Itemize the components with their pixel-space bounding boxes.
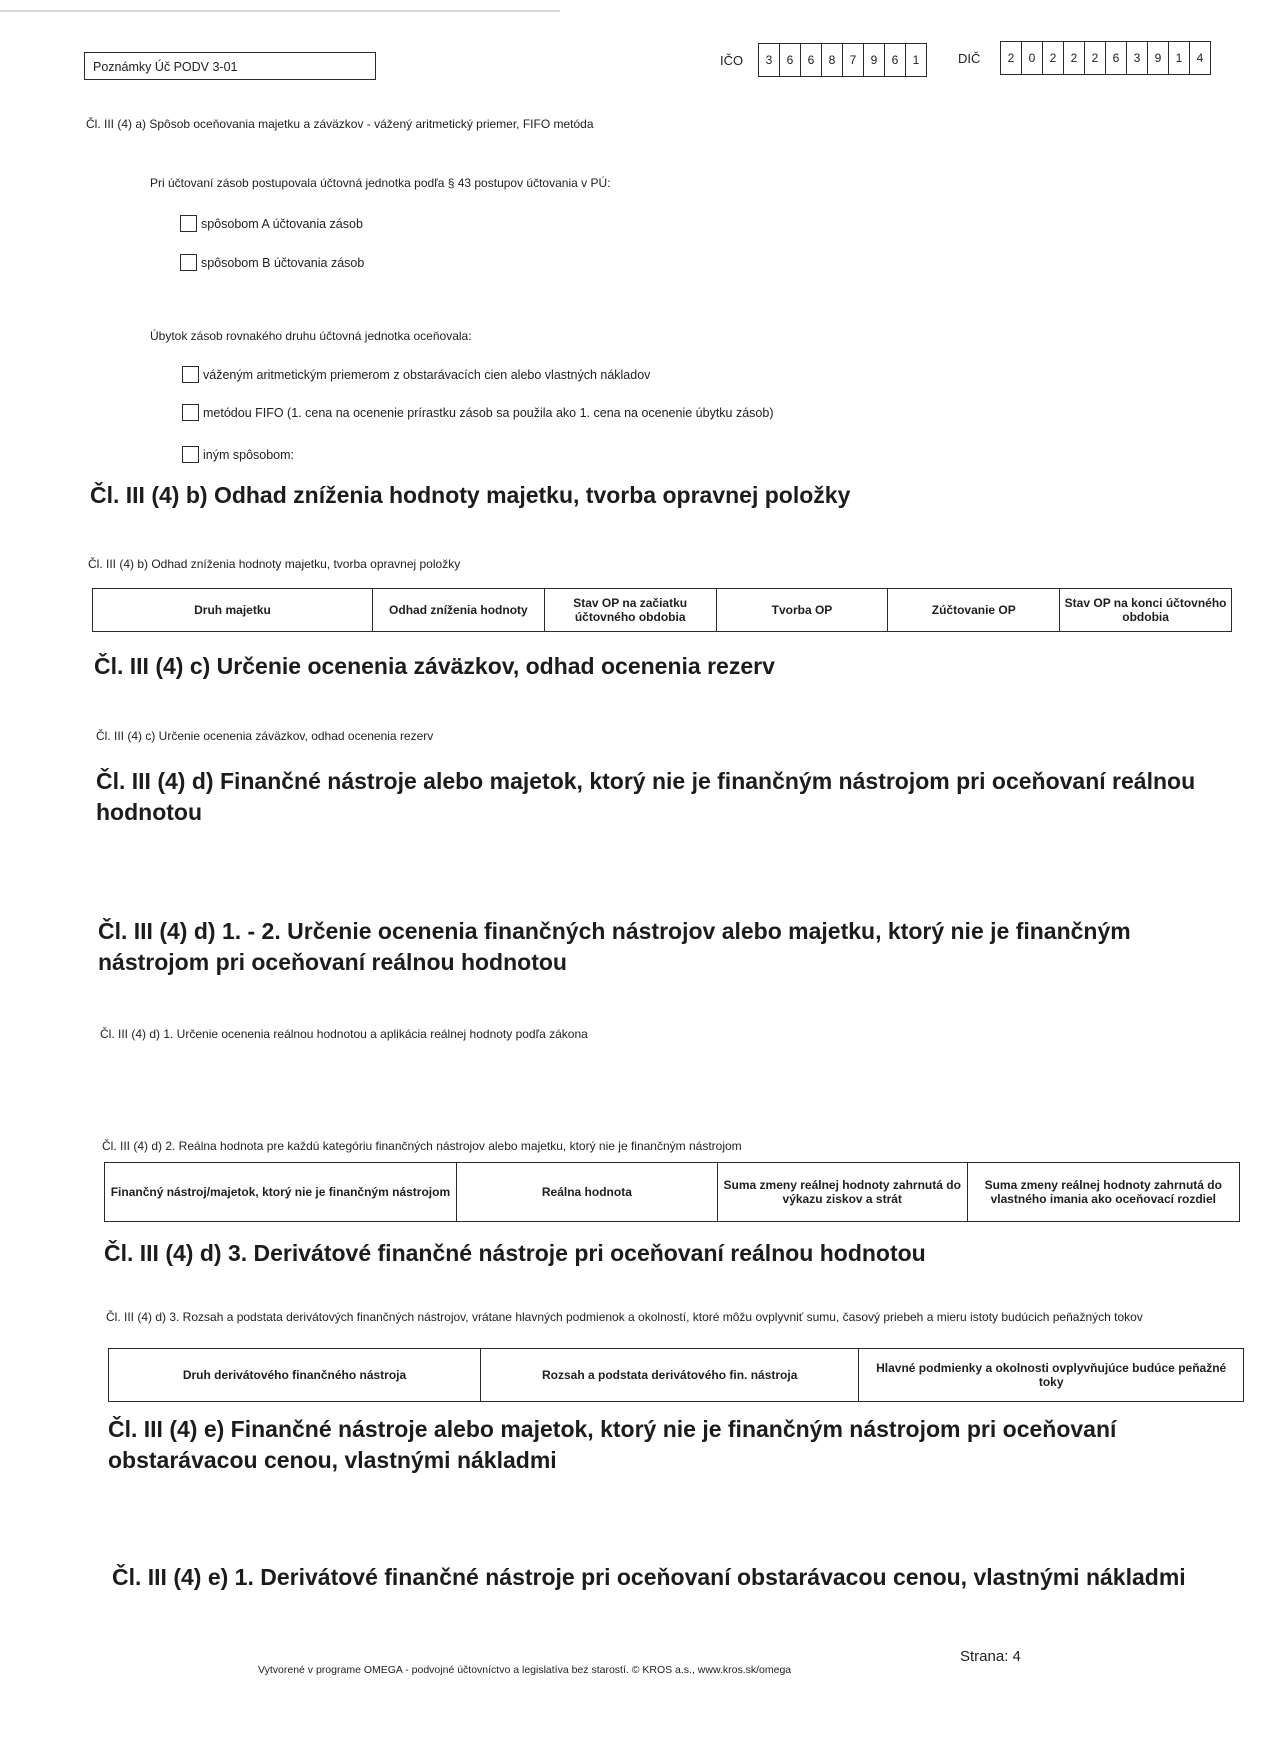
column-header: Reálna hodnota xyxy=(456,1163,717,1222)
dic-digit: 4 xyxy=(1196,51,1204,65)
ico-digit: 9 xyxy=(864,44,885,76)
realna-hodnota-table xyxy=(104,1162,1240,1222)
dic-digit: 2 xyxy=(1043,42,1064,74)
form-name-box: Poznámky Úč PODV 3-01 xyxy=(84,52,376,80)
section-d-3-heading: Čl. III (4) d) 3. Derivátové finančné nástroje pri oceňovaní reálnou hodnotou xyxy=(104,1240,926,1266)
section-e-heading: Čl. III (4) e) Finančné nástroje alebo majetok, ktorý nie je finančným nástrojom pri oceňovaní obstarávacou cenou, vlastnými nákladmi xyxy=(108,1416,1117,1474)
checkbox-icon[interactable] xyxy=(180,215,197,232)
dic-digit: 9 xyxy=(1148,42,1169,74)
section-d-heading: Čl. III (4) d) Finančné nástroje alebo majetok, ktorý nie je finančným nástrojom pri oceňovaní reálnou hodnotou xyxy=(96,768,1196,826)
section-b-heading: Čl. III (4) b) Odhad zníženia hodnoty majetku, tvorba opravnej položky xyxy=(90,482,851,508)
column-header: Rozsah a podstata derivátového fin. nástroja xyxy=(481,1349,859,1402)
ico-digits xyxy=(758,43,927,77)
ico-digit: 6 xyxy=(801,44,822,76)
table-header-row xyxy=(109,1349,1244,1402)
column-header: Finančný nástroj/majetok, ktorý nie je finančným nástrojom xyxy=(105,1163,457,1222)
section-a-subtitle: Čl. III (4) a) Spôsob oceňovania majetku a záväzkov - vážený aritmetický priemer, FIFO metóda xyxy=(86,117,594,131)
option-label: metódou FIFO (1. cena na ocenenie prírastku zásob sa použila ako 1. cena na ocenenie úbytku zásob) xyxy=(203,405,774,420)
column-header: Odhad zníženia hodnoty xyxy=(372,589,544,632)
dic-digit: 2 xyxy=(1085,42,1106,74)
dic-digit: 2 xyxy=(1064,42,1085,74)
ico-digit: 6 xyxy=(885,44,906,76)
column-header: Stav OP na začiatku účtovného obdobia xyxy=(544,589,716,632)
scan-edge-line xyxy=(0,10,560,12)
section-c-heading: Čl. III (4) c) Určenie ocenenia záväzkov, odhad ocenenia rezerv xyxy=(94,653,775,679)
option-sposob-b[interactable] xyxy=(180,254,364,271)
column-header: Druh majetku xyxy=(93,589,373,632)
section-a-intro-2: Úbytok zásob rovnakého druhu účtovná jednotka oceňovala: xyxy=(150,329,472,343)
derivaty-table xyxy=(108,1348,1244,1402)
checkbox-icon[interactable] xyxy=(182,446,199,463)
option-vazeny-priemer[interactable] xyxy=(182,366,650,383)
column-header: Druh derivátového finančného nástroja xyxy=(109,1349,481,1402)
dic-label: DIČ xyxy=(958,51,981,66)
section-e-1-heading: Čl. III (4) e) 1. Derivátové finančné nástroje pri oceňovaní obstarávacou cenou, vlastnými nákladmi xyxy=(112,1564,1186,1590)
option-inym-sposobom[interactable] xyxy=(182,446,294,463)
dic-digit: 0 xyxy=(1022,42,1043,74)
section-d-3-subtitle: Čl. III (4) d) 3. Rozsah a podstata derivátových finančných nástrojov, vrátane hlavných podmienok a okolností, ktoré môžu ovplyvniť sumu, časový priebeh a mieru istoty budúcich peňažných tokov xyxy=(106,1310,1143,1324)
section-c-subtitle: Čl. III (4) c) Určenie ocenenia záväzkov, odhad ocenenia rezerv xyxy=(96,729,434,743)
dic-digit: 3 xyxy=(1127,42,1148,74)
ico-digit: 8 xyxy=(822,44,843,76)
option-fifo[interactable] xyxy=(182,404,773,421)
column-header: Tvorba OP xyxy=(716,589,888,632)
dic-digit: 2 xyxy=(1001,42,1022,74)
option-label: spôsobom A účtovania zásob xyxy=(201,216,363,231)
column-header: Hlavné podmienky a okolnosti ovplyvňujúce budúce peňažné toky xyxy=(859,1349,1244,1402)
table-header-row xyxy=(105,1163,1240,1222)
ico-label: IČO xyxy=(720,53,744,68)
ico-digit: 7 xyxy=(843,44,864,76)
section-d-2-subtitle: Čl. III (4) d) 2. Reálna hodnota pre každú kategóriu finančných nástrojov alebo majetku, ktorý nie je finančným nástrojom xyxy=(102,1139,742,1153)
section-a-intro: Pri účtovaní zásob postupovala účtovná jednotka podľa § 43 postupov účtovania v PÚ: xyxy=(150,176,611,190)
opravne-polozky-table xyxy=(92,588,1232,632)
dic-digit: 1 xyxy=(1169,42,1190,74)
ico-digit: 3 xyxy=(759,44,780,76)
column-header: Stav OP na konci účtovného obdobia xyxy=(1060,589,1232,632)
table-header-row xyxy=(93,589,1232,632)
footer-text: Vytvorené v programe OMEGA - podvojné účtovníctvo a legislatíva bez starostí. © KROS a.s., www.kros.sk/omega xyxy=(258,1664,792,1676)
column-header: Suma zmeny reálnej hodnoty zahrnutá do vlastného imania ako oceňovací rozdiel xyxy=(967,1163,1239,1222)
dic-digit: 6 xyxy=(1106,42,1127,74)
option-sposob-a[interactable] xyxy=(180,215,363,232)
option-label: spôsobom B účtovania zásob xyxy=(201,255,365,270)
page-number: Strana: 4 xyxy=(960,1648,1021,1665)
ico-digit: 6 xyxy=(780,44,801,76)
checkbox-icon[interactable] xyxy=(182,366,199,383)
dic-digits xyxy=(1000,41,1211,75)
checkbox-icon[interactable] xyxy=(180,254,197,271)
column-header: Suma zmeny reálnej hodnoty zahrnutá do výkazu ziskov a strát xyxy=(717,1163,967,1222)
ico-digit: 1 xyxy=(912,53,920,67)
option-label: váženým aritmetickým priemerom z obstarávacích cien alebo vlastných nákladov xyxy=(203,367,651,382)
section-b-subtitle: Čl. III (4) b) Odhad zníženia hodnoty majetku, tvorba opravnej položky xyxy=(88,557,461,571)
option-label: iným spôsobom: xyxy=(203,447,295,462)
column-header: Zúčtovanie OP xyxy=(888,589,1060,632)
checkbox-icon[interactable] xyxy=(182,404,199,421)
section-d-12-heading: Čl. III (4) d) 1. - 2. Určenie ocenenia finančných nástrojov alebo majetku, ktorý nie je finančným nástrojom pri oceňovaní reálnou hodnotou xyxy=(98,918,1131,976)
section-d-1-subtitle: Čl. III (4) d) 1. Určenie ocenenia reálnou hodnotou a aplikácia reálnej hodnoty podľa zákona xyxy=(100,1027,588,1041)
